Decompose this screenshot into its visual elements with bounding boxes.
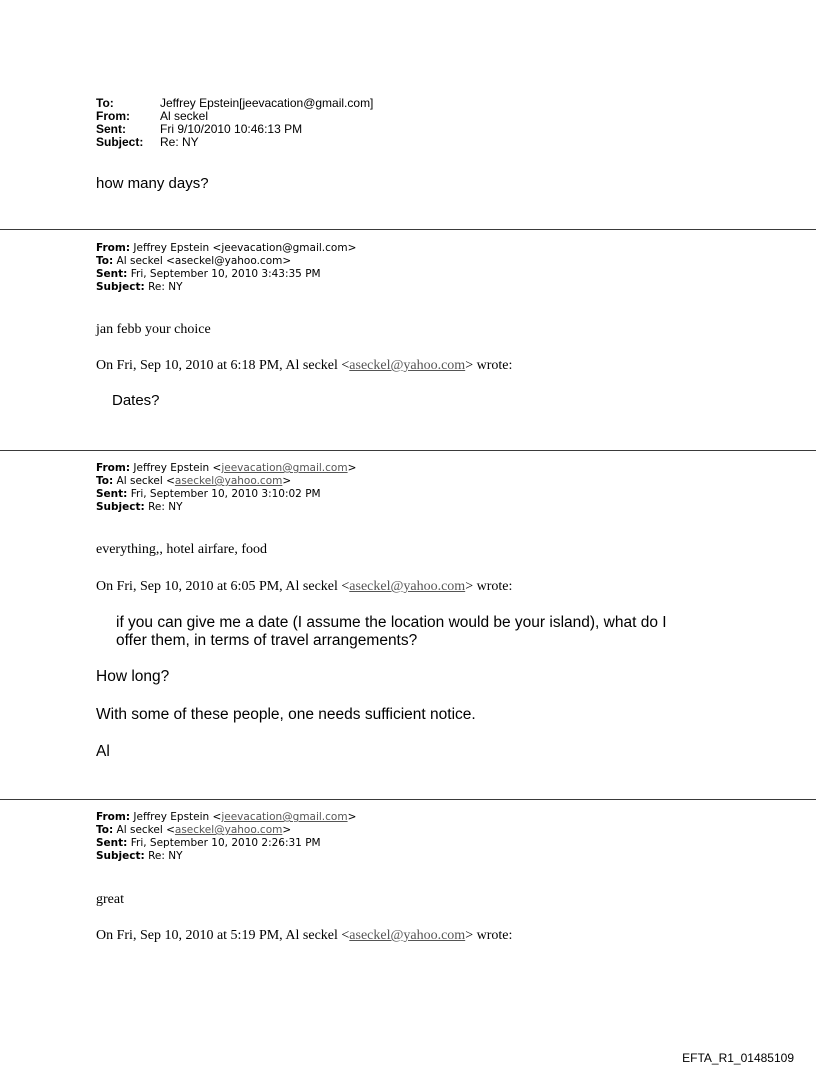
to-name: Al seckel < <box>116 475 175 487</box>
message3-quote-intro <box>96 578 512 595</box>
subject-value: Re: NY <box>160 135 199 149</box>
from-label: From: <box>96 462 131 474</box>
sent-value: Fri, September 10, 2010 2:26:31 PM <box>130 837 321 849</box>
from-row <box>96 462 356 475</box>
from-row <box>96 242 356 255</box>
sent-row <box>96 488 356 501</box>
sent-value: Fri 9/10/2010 10:46:13 PM <box>160 122 303 136</box>
message2-quoted-text: Dates? <box>112 392 160 409</box>
quote-intro-text: On Fri, Sep 10, 2010 at 5:19 PM, Al seckel < <box>96 928 350 943</box>
subject-label: Subject: <box>96 135 144 149</box>
to-label: To: <box>96 475 114 487</box>
message2-header <box>96 242 356 294</box>
email-link[interactable]: aseckel@yahoo.com <box>174 475 283 487</box>
subject-label: Subject: <box>96 501 145 513</box>
sent-row <box>96 268 356 281</box>
from-suffix: > <box>347 462 357 474</box>
quote-intro-text: On Fri, Sep 10, 2010 at 6:05 PM, Al seckel < <box>96 579 350 594</box>
message3-body: everything,, hotel airfare, food <box>96 542 268 557</box>
subject-label: Subject: <box>96 850 145 862</box>
sent-label: Sent: <box>96 268 128 280</box>
from-value: Al seckel <box>160 109 209 123</box>
subject-label: Subject: <box>96 281 145 293</box>
message4-body: great <box>96 892 124 907</box>
to-row <box>96 475 356 488</box>
sent-label: Sent: <box>96 837 128 849</box>
message3-header <box>96 462 356 514</box>
sent-value: Fri, September 10, 2010 3:10:02 PM <box>130 488 321 500</box>
subject-row <box>96 501 356 514</box>
from-suffix: > <box>347 811 357 823</box>
message4-header <box>96 811 356 863</box>
to-label: To: <box>96 255 114 267</box>
separator-line <box>0 450 816 451</box>
subject-row <box>96 136 373 149</box>
sent-value: Fri, September 10, 2010 3:43:35 PM <box>130 268 321 280</box>
to-row <box>96 97 373 110</box>
quote-intro-suffix: > wrote: <box>465 928 513 943</box>
subject-value: Re: NY <box>148 281 183 293</box>
email-link[interactable]: aseckel@yahoo.com <box>349 579 466 594</box>
message1-header <box>96 97 373 149</box>
separator-line <box>0 799 816 800</box>
sent-label: Sent: <box>96 122 126 136</box>
subject-row <box>96 850 356 863</box>
sent-row <box>96 837 356 850</box>
subject-value: Re: NY <box>148 501 183 513</box>
sent-label: Sent: <box>96 488 128 500</box>
quote-intro-suffix: > wrote: <box>465 579 513 594</box>
from-value: Jeffrey Epstein <jeevacation@gmail.com> <box>133 242 357 254</box>
to-name: Al seckel < <box>116 824 175 836</box>
to-row <box>96 255 356 268</box>
from-name: Jeffrey Epstein < <box>133 811 222 823</box>
from-label: From: <box>96 811 131 823</box>
to-label: To: <box>96 96 114 110</box>
to-value: Jeffrey Epstein[jeevacation@gmail.com] <box>160 96 374 110</box>
email-link[interactable]: aseckel@yahoo.com <box>174 824 283 836</box>
email-link[interactable]: aseckel@yahoo.com <box>349 928 466 943</box>
document-id: EFTA_R1_01485109 <box>682 1051 794 1065</box>
message3-quoted-line-1: if you can give me a date (I assume the location would be your island), what do I <box>116 614 667 631</box>
message3-quoted-line-2: offer them, in terms of travel arrangements? <box>116 632 418 649</box>
message3-quoted-signoff: Al <box>96 743 110 760</box>
to-label: To: <box>96 824 114 836</box>
message3-quoted-notice: With some of these people, one needs sufficient notice. <box>96 706 476 723</box>
to-value: Al seckel <aseckel@yahoo.com> <box>116 255 292 267</box>
to-row <box>96 824 356 837</box>
from-row <box>96 811 356 824</box>
subject-value: Re: NY <box>148 850 183 862</box>
from-label: From: <box>96 242 131 254</box>
message3-quoted-how-long: How long? <box>96 668 170 685</box>
email-link[interactable]: jeevacation@gmail.com <box>221 811 348 823</box>
quote-intro-text: On Fri, Sep 10, 2010 at 6:18 PM, Al seckel < <box>96 358 350 373</box>
message4-quote-intro <box>96 927 512 944</box>
subject-row <box>96 281 356 294</box>
from-label: From: <box>96 109 130 123</box>
quote-intro-suffix: > wrote: <box>465 358 513 373</box>
message1-body: how many days? <box>96 175 209 192</box>
to-suffix: > <box>282 475 292 487</box>
separator-line <box>0 229 816 230</box>
message2-body: jan febb your choice <box>96 322 211 337</box>
from-name: Jeffrey Epstein < <box>133 462 222 474</box>
email-link[interactable]: aseckel@yahoo.com <box>349 358 466 373</box>
email-link[interactable]: jeevacation@gmail.com <box>221 462 348 474</box>
message2-quote-intro <box>96 357 512 374</box>
to-suffix: > <box>282 824 292 836</box>
